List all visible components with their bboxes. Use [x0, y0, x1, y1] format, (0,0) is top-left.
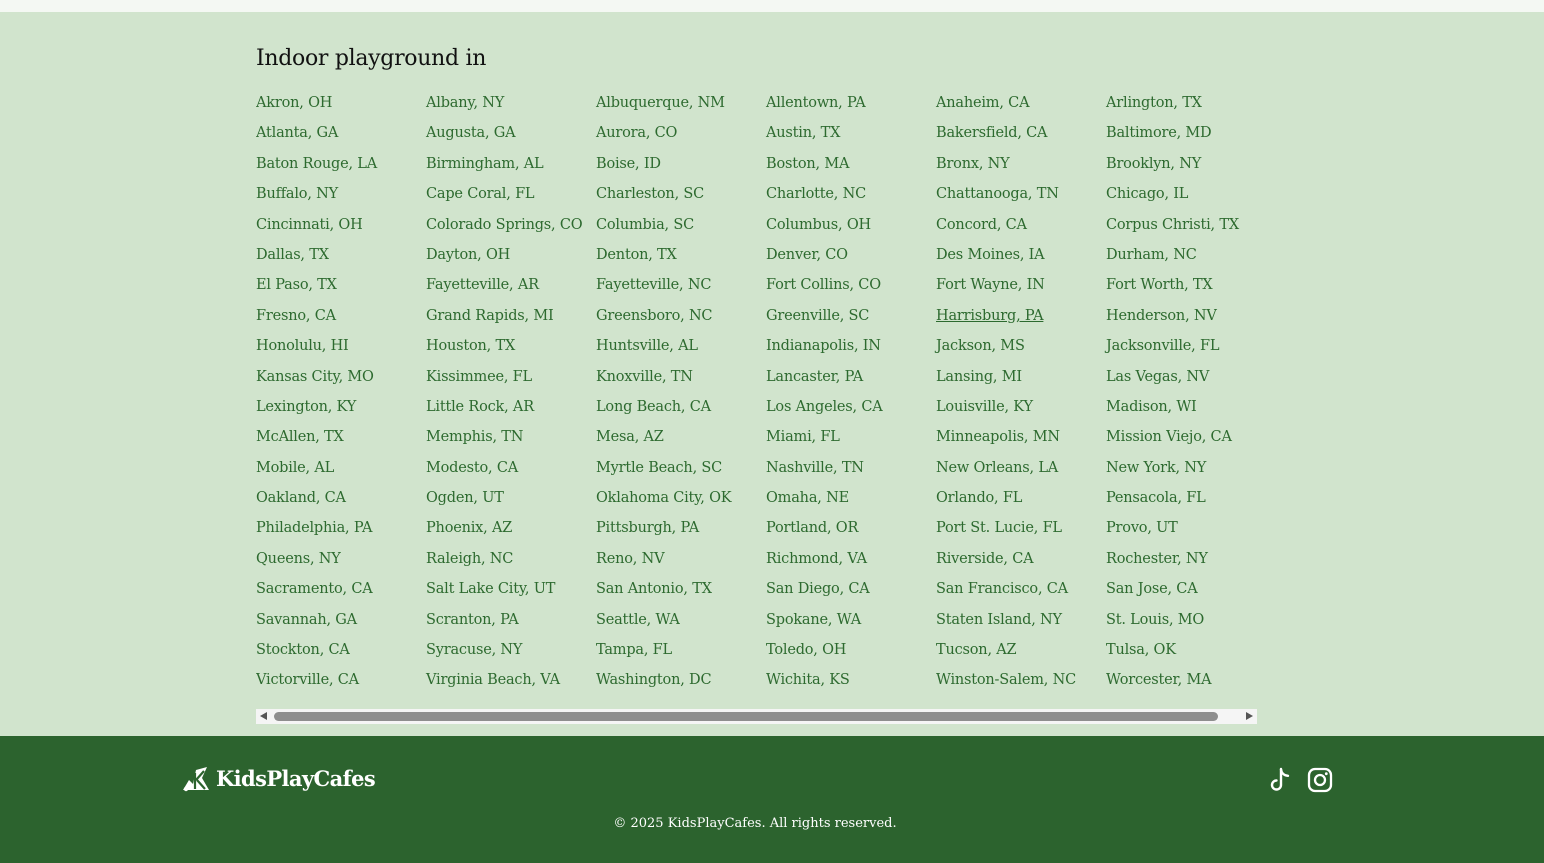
city-link[interactable]: Rochester, NY: [1106, 550, 1208, 567]
city-link[interactable]: Columbus, OH: [766, 216, 871, 233]
city-link[interactable]: Mobile, AL: [256, 459, 335, 476]
city-link[interactable]: Philadelphia, PA: [256, 520, 373, 537]
city-link[interactable]: Reno, NV: [596, 550, 665, 567]
city-link[interactable]: Indianapolis, IN: [766, 338, 881, 355]
scroll-left-arrow-icon[interactable]: [260, 712, 267, 720]
city-link[interactable]: Jacksonville, FL: [1106, 338, 1220, 355]
city-link[interactable]: Tucson, AZ: [936, 642, 1017, 659]
city-link[interactable]: Greenville, SC: [766, 307, 870, 324]
city-link[interactable]: Buffalo, NY: [256, 186, 339, 203]
city-link[interactable]: Little Rock, AR: [426, 398, 534, 415]
city-link[interactable]: Victorville, CA: [256, 672, 359, 689]
city-link[interactable]: Albuquerque, NM: [596, 95, 725, 111]
city-link[interactable]: Cincinnati, OH: [256, 216, 363, 233]
city-link[interactable]: Albany, NY: [426, 95, 505, 111]
city-link[interactable]: McAllen, TX: [256, 429, 344, 446]
city-link[interactable]: Fort Wayne, IN: [936, 277, 1045, 294]
city-link[interactable]: Richmond, VA: [766, 550, 867, 567]
city-link[interactable]: Orlando, FL: [936, 490, 1023, 507]
city-link[interactable]: Chattanooga, TN: [936, 186, 1059, 203]
city-link[interactable]: Minneapolis, MN: [936, 429, 1060, 446]
city-link[interactable]: Harrisburg, PA: [936, 307, 1044, 324]
city-link[interactable]: Baltimore, MD: [1106, 125, 1212, 142]
city-link[interactable]: Virginia Beach, VA: [426, 672, 560, 689]
city-link[interactable]: Wichita, KS: [766, 672, 850, 689]
city-link[interactable]: Lansing, MI: [936, 368, 1022, 385]
city-link[interactable]: Charleston, SC: [596, 186, 705, 203]
city-link[interactable]: Oklahoma City, OK: [596, 490, 732, 507]
city-link[interactable]: Fayetteville, NC: [596, 277, 712, 294]
city-link[interactable]: Jackson, MS: [936, 338, 1025, 355]
city-link[interactable]: Miami, FL: [766, 429, 840, 446]
city-link[interactable]: Fort Collins, CO: [766, 277, 881, 294]
city-link[interactable]: Ogden, UT: [426, 490, 504, 507]
city-link[interactable]: Pittsburgh, PA: [596, 520, 699, 537]
city-link[interactable]: Queens, NY: [256, 550, 341, 567]
city-link[interactable]: Tampa, FL: [596, 642, 672, 659]
city-link[interactable]: New York, NY: [1106, 459, 1207, 476]
city-link[interactable]: Atlanta, GA: [256, 125, 339, 142]
brand-name: KidsPlayCafes: [216, 765, 376, 791]
site-footer: [0, 736, 1544, 863]
city-link[interactable]: Mesa, AZ: [596, 429, 664, 446]
city-link[interactable]: Raleigh, NC: [426, 550, 514, 567]
city-link[interactable]: Arlington, TX: [1106, 95, 1202, 111]
city-link[interactable]: Oakland, CA: [256, 490, 346, 507]
city-link[interactable]: Salt Lake City, UT: [426, 581, 556, 598]
city-link[interactable]: Fresno, CA: [256, 307, 336, 324]
city-link[interactable]: New Orleans, LA: [936, 459, 1059, 476]
city-link[interactable]: San Antonio, TX: [596, 581, 712, 598]
city-link[interactable]: Bakersfield, CA: [936, 125, 1048, 142]
cities-section: [0, 12, 1544, 736]
city-link[interactable]: Kissimmee, FL: [426, 368, 532, 385]
city-link[interactable]: Spokane, WA: [766, 611, 861, 628]
city-link[interactable]: Stockton, CA: [256, 642, 350, 659]
city-link[interactable]: Worcester, MA: [1106, 672, 1212, 689]
city-link[interactable]: Lexington, KY: [256, 398, 357, 415]
kidsplaycafes-logo-icon: [180, 764, 211, 792]
city-link[interactable]: Louisville, KY: [936, 398, 1033, 415]
city-link[interactable]: Baton Rouge, LA: [256, 155, 377, 172]
city-link[interactable]: Augusta, GA: [426, 125, 516, 142]
city-link[interactable]: Denton, TX: [596, 246, 677, 263]
city-link[interactable]: Greensboro, NC: [596, 307, 713, 324]
city-link[interactable]: Lancaster, PA: [766, 368, 864, 385]
brand-logo-link[interactable]: [180, 764, 375, 792]
city-link[interactable]: Aurora, CO: [596, 125, 678, 142]
city-link[interactable]: Bronx, NY: [936, 155, 1010, 172]
city-link[interactable]: Henderson, NV: [1106, 307, 1217, 324]
tiktok-link[interactable]: [1267, 766, 1293, 794]
top-strip: [0, 0, 1544, 12]
horizontal-scrollbar[interactable]: [256, 709, 1257, 724]
city-link[interactable]: Durham, NC: [1106, 246, 1197, 263]
city-link[interactable]: Allentown, PA: [766, 95, 866, 111]
scroll-right-arrow-icon[interactable]: [1246, 712, 1253, 720]
city-link[interactable]: Los Angeles, CA: [766, 398, 883, 415]
city-link[interactable]: Modesto, CA: [426, 459, 519, 476]
city-link[interactable]: El Paso, TX: [256, 277, 337, 294]
city-link[interactable]: Sacramento, CA: [256, 581, 373, 598]
city-link[interactable]: Charlotte, NC: [766, 186, 867, 203]
city-link[interactable]: Winston-Salem, NC: [936, 672, 1077, 689]
city-link[interactable]: Madison, WI: [1106, 398, 1197, 415]
city-link[interactable]: Des Moines, IA: [936, 246, 1045, 263]
city-link[interactable]: Staten Island, NY: [936, 611, 1062, 628]
city-link[interactable]: Phoenix, AZ: [426, 520, 513, 537]
city-link[interactable]: Denver, CO: [766, 246, 848, 263]
tiktok-icon: [1268, 767, 1292, 793]
city-link[interactable]: Akron, OH: [256, 95, 333, 111]
city-link[interactable]: Riverside, CA: [936, 550, 1034, 567]
city-link[interactable]: Washington, DC: [596, 672, 712, 689]
section-title: Indoor playground in: [256, 46, 487, 71]
copyright-text: © 2025 KidsPlayCafes. All rights reserved.: [613, 816, 897, 831]
city-link[interactable]: Boise, ID: [596, 155, 661, 172]
city-link[interactable]: Boston, MA: [766, 155, 850, 172]
city-link[interactable]: Brooklyn, NY: [1106, 155, 1202, 172]
city-link[interactable]: San Diego, CA: [766, 581, 870, 598]
instagram-link[interactable]: [1307, 766, 1333, 794]
city-link[interactable]: Las Vegas, NV: [1106, 368, 1210, 385]
city-link[interactable]: Tulsa, OK: [1106, 642, 1176, 659]
city-link[interactable]: Seattle, WA: [596, 611, 680, 628]
city-link[interactable]: St. Louis, MO: [1106, 611, 1205, 628]
city-link[interactable]: Houston, TX: [426, 338, 516, 355]
city-link[interactable]: Cape Coral, FL: [426, 186, 535, 203]
city-link[interactable]: Dallas, TX: [256, 246, 329, 263]
city-link[interactable]: Syracuse, NY: [426, 642, 523, 659]
city-link[interactable]: Toledo, OH: [766, 642, 847, 659]
city-link[interactable]: Concord, CA: [936, 216, 1027, 233]
city-link[interactable]: Portland, OR: [766, 520, 859, 537]
city-link[interactable]: Memphis, TN: [426, 429, 524, 446]
city-grid: [256, 92, 1257, 700]
city-link[interactable]: Huntsville, AL: [596, 338, 698, 355]
city-link[interactable]: Grand Rapids, MI: [426, 307, 554, 324]
city-link[interactable]: San Francisco, CA: [936, 581, 1068, 598]
city-link[interactable]: Kansas City, MO: [256, 368, 374, 385]
city-link[interactable]: Anaheim, CA: [936, 95, 1030, 111]
instagram-icon: [1307, 767, 1333, 793]
city-link[interactable]: Corpus Christi, TX: [1106, 216, 1239, 233]
city-link[interactable]: Omaha, NE: [766, 490, 849, 507]
scrollbar-thumb[interactable]: [274, 712, 1218, 721]
city-link[interactable]: Pensacola, FL: [1106, 490, 1206, 507]
city-link[interactable]: Port St. Lucie, FL: [936, 520, 1062, 537]
city-link[interactable]: Fort Worth, TX: [1106, 277, 1213, 294]
city-link[interactable]: Birmingham, AL: [426, 155, 544, 172]
city-link[interactable]: Nashville, TN: [766, 459, 864, 476]
city-link[interactable]: Chicago, IL: [1106, 186, 1189, 203]
city-link[interactable]: Mission Viejo, CA: [1106, 429, 1232, 446]
city-link[interactable]: Columbia, SC: [596, 216, 694, 233]
city-link[interactable]: Austin, TX: [766, 125, 841, 142]
city-link[interactable]: Colorado Springs, CO: [426, 216, 583, 233]
city-link[interactable]: Long Beach, CA: [596, 398, 711, 415]
city-link[interactable]: Dayton, OH: [426, 246, 511, 263]
city-link[interactable]: Scranton, PA: [426, 611, 519, 628]
city-link[interactable]: San Jose, CA: [1106, 581, 1198, 598]
city-link[interactable]: Fayetteville, AR: [426, 277, 539, 294]
city-link[interactable]: Honolulu, HI: [256, 338, 349, 355]
city-link[interactable]: Savannah, GA: [256, 611, 357, 628]
city-link[interactable]: Provo, UT: [1106, 520, 1178, 537]
city-link[interactable]: Knoxville, TN: [596, 368, 693, 385]
city-link[interactable]: Myrtle Beach, SC: [596, 459, 723, 476]
city-list-scroller[interactable]: [256, 92, 1257, 712]
